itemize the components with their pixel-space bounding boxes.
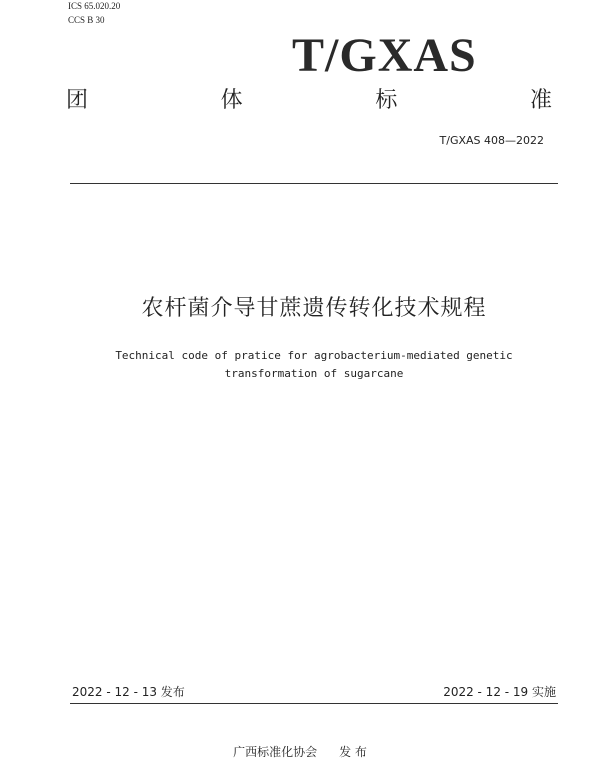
implement-date: 2022 - 12 - 19 实施 [443,685,556,699]
title-english-line: transformation of sugarcane [224,367,404,380]
standard-type-char: 标 [375,88,398,113]
publisher-action: 发 布 [339,745,367,759]
standard-type-char: 准 [529,88,552,113]
issue-date: 2022 - 12 - 13 发布 [72,685,185,699]
standard-logo: T/GXAS [292,29,477,82]
publisher-name: 广西标准化协会 [233,745,318,759]
standard-type-heading [66,86,552,116]
bottom-divider [70,703,558,704]
title-english-line: Technical code of pratice for agrobacterium-mediated genetic [115,349,513,362]
standard-type-char: 团 [66,88,89,113]
title-chinese: 农杆菌介导甘蔗遗传转化技术规程 [141,296,487,321]
title-english [40,347,588,383]
publisher-line [0,743,600,761]
ics-code: ICS 65.020.20 [68,1,121,11]
standard-type-char: 体 [220,88,243,113]
standard-number: T/GXAS 408—2022 [439,134,544,147]
top-divider [70,183,558,184]
ccs-code: CCS B 30 [68,15,105,25]
